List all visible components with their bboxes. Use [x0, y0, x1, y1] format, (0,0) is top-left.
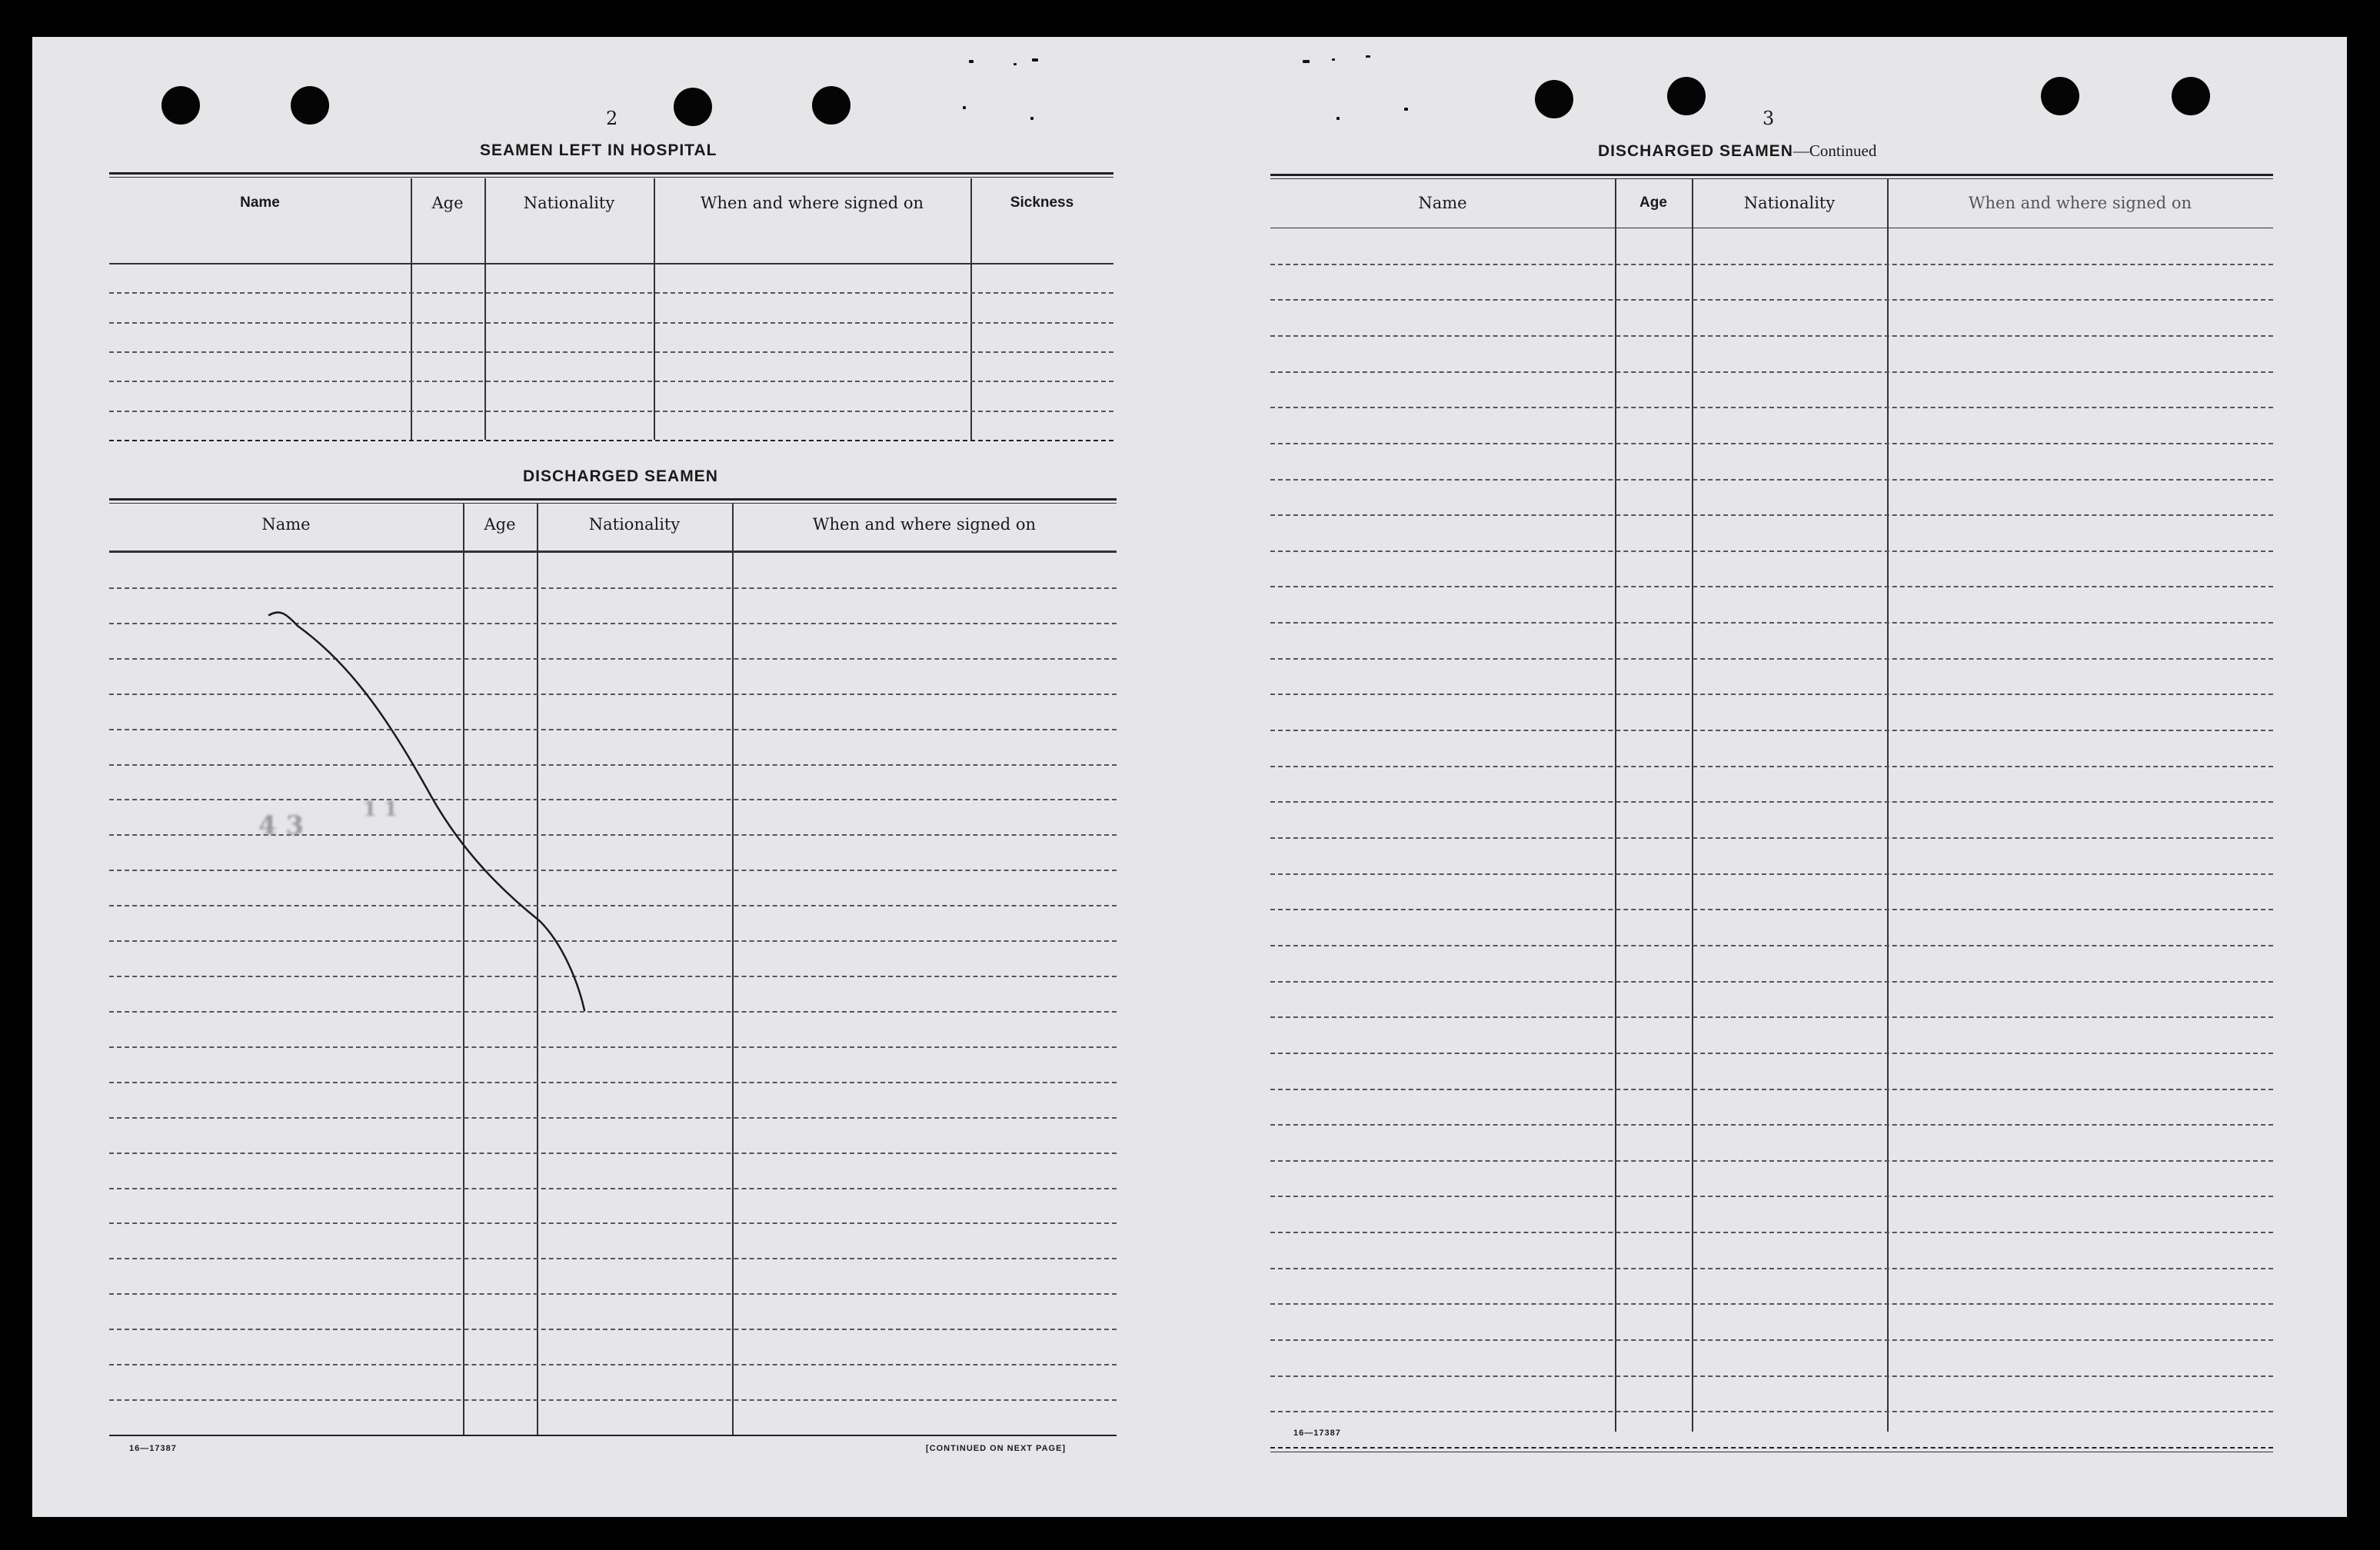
table-row: [1270, 443, 2273, 444]
column-header-name: Name: [240, 195, 280, 211]
table-row: [1270, 1339, 2273, 1341]
speck: [1336, 117, 1340, 120]
table-row: [1270, 1124, 2273, 1126]
column-header-age: Age: [431, 194, 464, 212]
table-row: [1270, 1053, 2273, 1054]
table-row: [1270, 299, 2273, 301]
form-number: 16—17387: [1293, 1429, 1341, 1438]
table-row: [1270, 766, 2273, 767]
binder-hole: [2172, 77, 2210, 115]
table-row: [1270, 264, 2273, 265]
column-header-age: Age: [1639, 195, 1667, 211]
table-row: [1270, 1160, 2273, 1162]
table-row: [1270, 1303, 2273, 1305]
column-header-sickness: Sickness: [1010, 195, 1074, 211]
column-header-nationality: Nationality: [1743, 194, 1836, 212]
discharged-continued-title: [1598, 141, 1876, 161]
binder-hole: [1535, 80, 1573, 118]
discharged-section-title: DISCHARGED SEAMEN: [523, 467, 718, 485]
speck: [1366, 55, 1370, 58]
table-row: [1270, 335, 2273, 337]
column-header-nationality: Nationality: [588, 515, 681, 534]
table-row: [1270, 730, 2273, 731]
table-row: [1270, 479, 2273, 481]
speck: [1404, 108, 1408, 111]
column-header-signed-on: When and where signed on: [812, 515, 1037, 534]
table-row: [1270, 801, 2273, 803]
table-row: [1270, 981, 2273, 983]
column-header-age: Age: [484, 515, 516, 534]
table-row: [1270, 622, 2273, 624]
discharged-table-right: [1270, 174, 2273, 1450]
document-sheet: [32, 37, 2347, 1517]
table-row: [1270, 945, 2273, 946]
table-row: [1270, 586, 2273, 587]
form-number: 16—17387: [129, 1444, 177, 1453]
binder-hole: [1667, 77, 1706, 115]
table-row: [1270, 1268, 2273, 1269]
table-row: [1270, 1016, 2273, 1018]
table-row: [1270, 1375, 2273, 1377]
speck: [1332, 58, 1335, 61]
table-row: [1270, 658, 2273, 660]
bottom-rule: [1270, 1447, 2273, 1449]
table-row: [1270, 407, 2273, 408]
bottom-rule: [109, 1435, 1117, 1436]
table-row: [109, 1117, 1117, 1119]
table-row: [109, 1258, 1117, 1259]
column-header-name: Name: [261, 515, 311, 534]
table-row: [109, 1222, 1117, 1224]
table-row: [109, 1188, 1117, 1189]
table-row: [1270, 909, 2273, 910]
speck: [1303, 60, 1310, 63]
faint-smudge: 4 3: [258, 810, 305, 841]
table-row: [109, 1364, 1117, 1365]
table-row: [109, 1153, 1117, 1154]
column-header-name: Name: [1418, 194, 1467, 212]
table-row: [1270, 514, 2273, 516]
table-row: [1270, 550, 2273, 552]
table-row: [1270, 873, 2273, 875]
column-header-signed-on: When and where signed on: [700, 194, 924, 212]
table-row: [1270, 371, 2273, 373]
page-number: 3: [1763, 108, 1775, 129]
hospital-section-title: SEAMEN LEFT IN HOSPITAL: [480, 141, 717, 159]
table-row: [1270, 1411, 2273, 1412]
page-number: 2: [606, 108, 618, 129]
binder-hole: [2041, 77, 2079, 115]
continued-note: [CONTINUED ON NEXT PAGE]: [926, 1444, 1067, 1453]
table-row: [109, 1293, 1117, 1295]
table-row: [1270, 837, 2273, 839]
column-header-signed-on: When and where signed on: [1968, 194, 2192, 212]
table-row: [1270, 694, 2273, 695]
handwritten-strike-mark: [32, 37, 1186, 1113]
table-row: [109, 1329, 1117, 1330]
faint-smudge: 1 1: [363, 798, 398, 821]
table-row: [1270, 1196, 2273, 1197]
table-row: [1270, 1089, 2273, 1090]
table-row: [109, 1399, 1117, 1401]
table-row: [1270, 1232, 2273, 1233]
title-text: DISCHARGED SEAMEN: [1598, 142, 1793, 160]
column-header-nationality: Nationality: [523, 194, 615, 212]
title-suffix: —Continued: [1792, 141, 1877, 160]
